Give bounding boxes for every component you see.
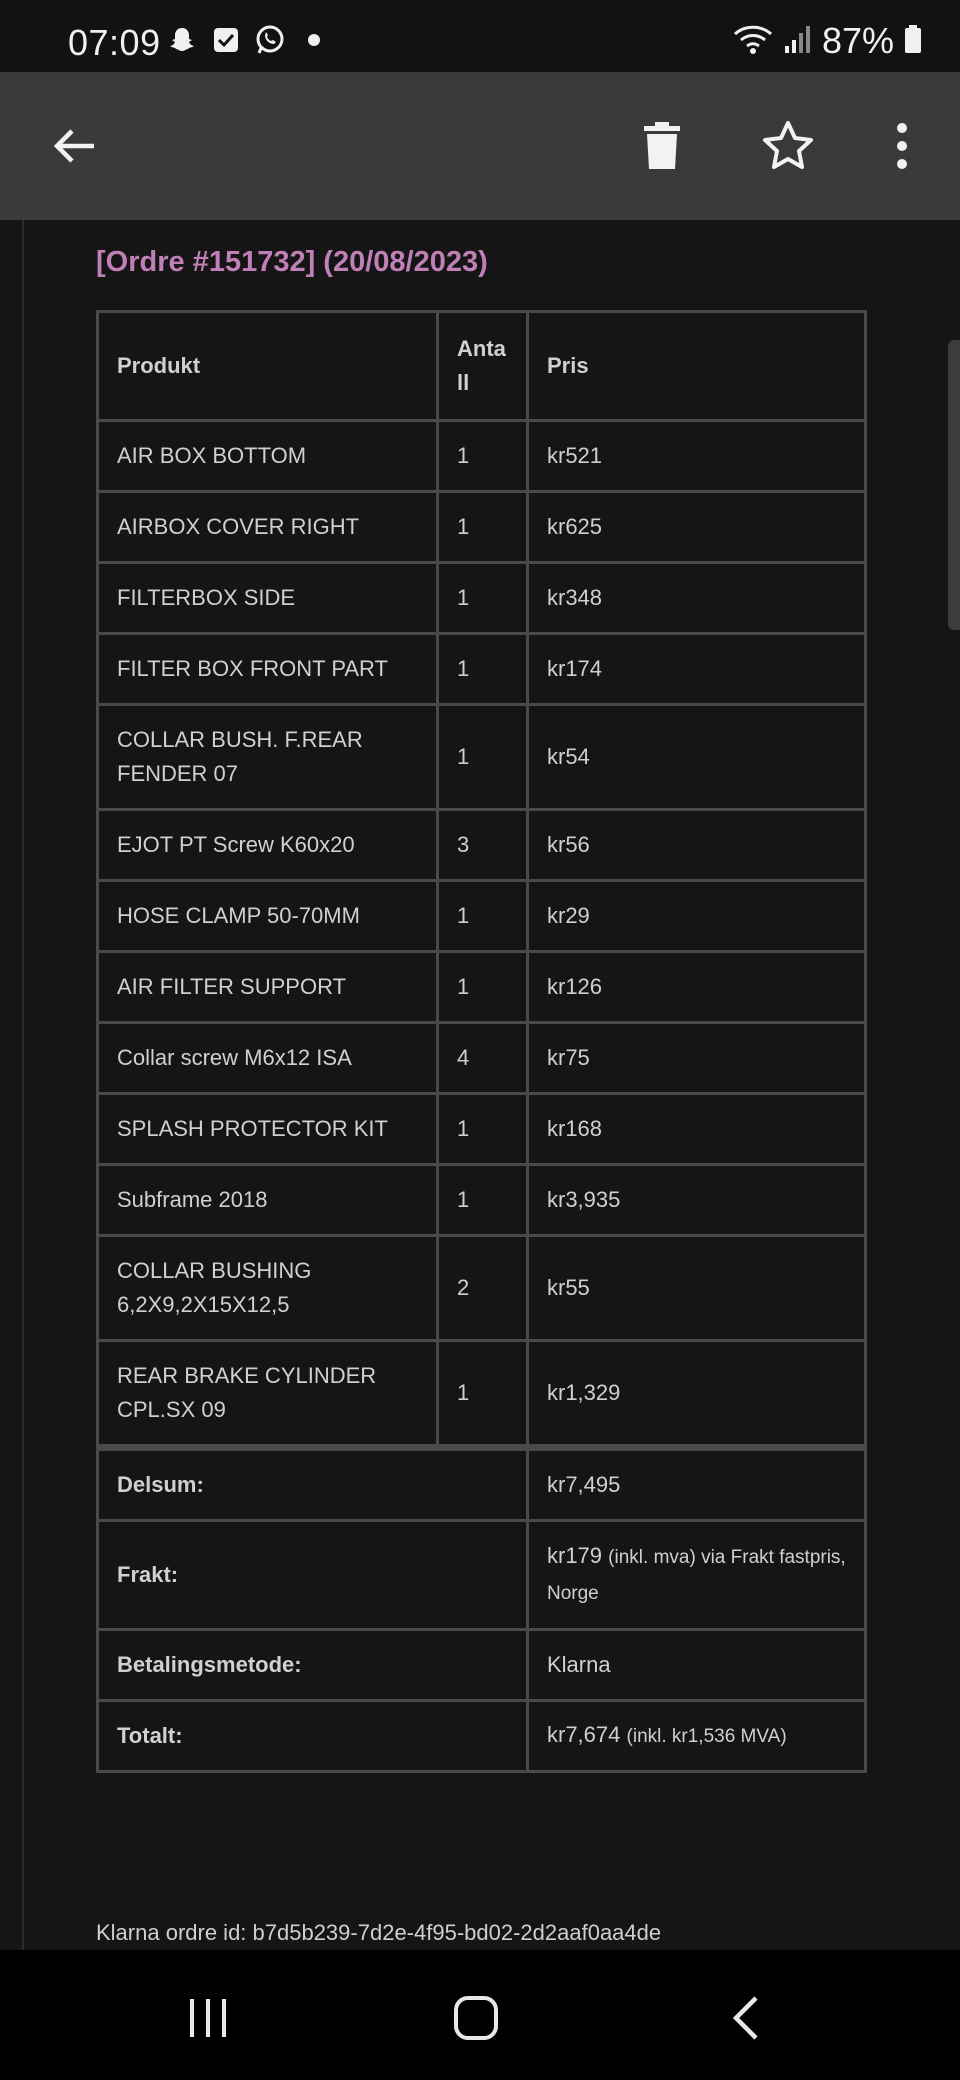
shipping-note: (inkl. mva) via Frakt fastpris, Norge: [547, 1547, 846, 1604]
table-row: [98, 705, 866, 810]
quantity-cell: 1: [438, 421, 528, 492]
product-cell: Subframe 2018: [98, 1165, 438, 1236]
table-row: [98, 810, 866, 881]
table-row: [98, 1341, 866, 1448]
product-cell: AIR FILTER SUPPORT: [98, 952, 438, 1023]
quantity-cell: 1: [438, 492, 528, 563]
table-row: [98, 1023, 866, 1094]
star-icon[interactable]: [758, 116, 818, 176]
payment-value: Klarna: [528, 1630, 866, 1701]
quantity-cell: 1: [438, 952, 528, 1023]
total-cell: [528, 1701, 866, 1772]
price-cell: kr29: [528, 881, 866, 952]
price-cell: kr55: [528, 1236, 866, 1341]
quantity-cell: 2: [438, 1236, 528, 1341]
product-cell: SPLASH PROTECTOR KIT: [98, 1094, 438, 1165]
dot-icon: [298, 24, 330, 56]
price-cell: kr168: [528, 1094, 866, 1165]
system-status: [732, 20, 922, 62]
table-row: [98, 634, 866, 705]
table-row: [98, 1094, 866, 1165]
quantity-cell: 1: [438, 1341, 528, 1448]
system-nav-bar: [0, 1950, 960, 2080]
price-cell: kr3,935: [528, 1165, 866, 1236]
price-cell: kr521: [528, 421, 866, 492]
recent-apps-icon[interactable]: [178, 1988, 238, 2048]
back-icon[interactable]: [716, 1988, 776, 2048]
table-row: [98, 1236, 866, 1341]
product-cell: AIR BOX BOTTOM: [98, 421, 438, 492]
shipping-row: [98, 1521, 866, 1630]
snapchat-icon: [166, 24, 198, 56]
header-quantity-line2: ll: [457, 370, 470, 395]
wifi-icon: [732, 23, 774, 60]
quantity-cell: 3: [438, 810, 528, 881]
quantity-cell: 1: [438, 563, 528, 634]
shipping-cell: [528, 1521, 866, 1630]
klarna-order-id: Klarna ordre id: b7d5b239-7d2e-4f95-bd02-2d2aaf0aa4de: [96, 1920, 662, 1945]
content-border: [22, 220, 24, 1950]
subtotal-label: Delsum:: [98, 1448, 528, 1521]
total-label: Totalt:: [98, 1701, 528, 1772]
table-row: [98, 421, 866, 492]
product-cell: COLLAR BUSHING 6,2X9,2X15X12,5: [98, 1236, 438, 1341]
price-cell: kr348: [528, 563, 866, 634]
subtotal-value: kr7,495: [528, 1448, 866, 1521]
shipping-value: kr179: [547, 1543, 603, 1568]
quantity-cell: 4: [438, 1023, 528, 1094]
product-cell: EJOT PT Screw K60x20: [98, 810, 438, 881]
email-toolbar: [0, 72, 960, 220]
home-icon[interactable]: [446, 1988, 506, 2048]
price-cell: kr75: [528, 1023, 866, 1094]
product-cell: COLLAR BUSH. F.REAR FENDER 07: [98, 705, 438, 810]
table-row: [98, 881, 866, 952]
battery-percent: 87%: [821, 20, 894, 61]
status-bar: [0, 0, 960, 72]
price-cell: kr625: [528, 492, 866, 563]
total-note: (inkl. kr1,536 MVA): [626, 1726, 787, 1747]
product-cell: FILTERBOX SIDE: [98, 563, 438, 634]
header-price: Pris: [528, 312, 866, 421]
header-quantity: [438, 312, 528, 421]
product-cell: REAR BRAKE CYLINDER CPL.SX 09: [98, 1341, 438, 1448]
product-cell: FILTER BOX FRONT PART: [98, 634, 438, 705]
quantity-cell: 1: [438, 634, 528, 705]
signal-icon: [784, 24, 812, 59]
table-header-row: [98, 312, 866, 421]
product-cell: HOSE CLAMP 50-70MM: [98, 881, 438, 952]
price-cell: kr126: [528, 952, 866, 1023]
email-body[interactable]: [0, 220, 960, 1950]
product-cell: Collar screw M6x12 ISA: [98, 1023, 438, 1094]
quantity-cell: 1: [438, 1094, 528, 1165]
header-product: Produkt: [98, 312, 438, 421]
quantity-cell: 1: [438, 705, 528, 810]
payment-label: Betalingsmetode:: [98, 1630, 528, 1701]
back-arrow-icon[interactable]: [44, 116, 104, 176]
table-row: [98, 1165, 866, 1236]
scrollbar[interactable]: [948, 340, 960, 630]
trash-icon[interactable]: [632, 116, 692, 176]
more-vert-icon[interactable]: [872, 116, 932, 176]
total-value: kr7,674: [547, 1722, 621, 1747]
total-row: [98, 1701, 866, 1772]
price-cell: kr174: [528, 634, 866, 705]
status-time: 07:09: [68, 22, 161, 63]
quantity-cell: 1: [438, 881, 528, 952]
battery-icon: [904, 24, 922, 59]
price-cell: kr56: [528, 810, 866, 881]
header-quantity-line1: Anta: [457, 336, 506, 361]
price-cell: kr54: [528, 705, 866, 810]
order-title: [Ordre #151732] (20/08/2023): [96, 246, 488, 278]
check-icon: [210, 24, 242, 56]
price-cell: kr1,329: [528, 1341, 866, 1448]
payment-row: [98, 1630, 866, 1701]
table-row: [98, 492, 866, 563]
table-row: [98, 952, 866, 1023]
product-cell: AIRBOX COVER RIGHT: [98, 492, 438, 563]
shipping-label: Frakt:: [98, 1521, 528, 1630]
notification-icons: [166, 24, 330, 56]
whatsapp-icon: [254, 24, 286, 56]
order-table: [96, 310, 867, 1773]
quantity-cell: 1: [438, 1165, 528, 1236]
table-row: [98, 563, 866, 634]
subtotal-row: [98, 1448, 866, 1521]
